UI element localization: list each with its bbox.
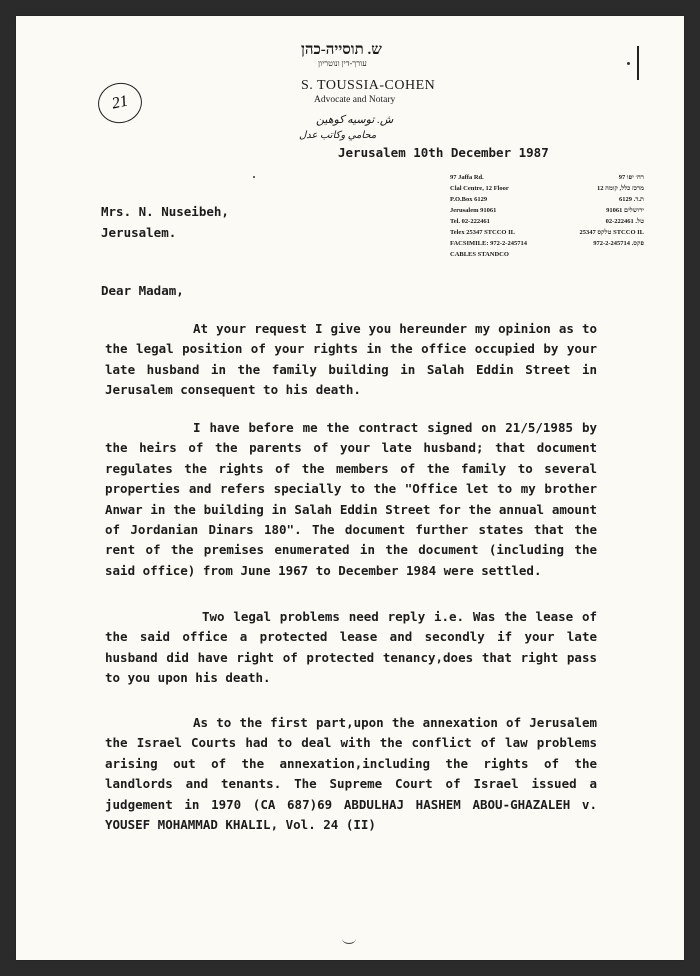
address-line: Tel. 02-222461 <box>450 218 490 225</box>
address-block-english <box>450 172 527 260</box>
address-line: Clal Centre, 12 Floor <box>450 185 509 192</box>
recipient-block <box>101 201 229 243</box>
salutation: Dear Madam, <box>101 283 184 298</box>
address-line: ת.ד. 6129 <box>619 196 644 203</box>
letterhead-english-title: Advocate and Notary <box>314 95 396 105</box>
body-paragraph-2: I have before me the contract signed on 21/5/1985 by the heirs of the parents of your late husband; that document regulates the rights of the members of the family to several properties and refers specially to the "Office let to my brother Anwar in the building in Salah Eddin Street for the annual amount of Jordanian Dinars 180". The document further states that the rent of the premises enumerated in the document (including the said office) from June 1967 to December 1984 were settled. <box>105 420 597 578</box>
body-paragraph-3: Two legal problems need reply i.e. Was the lease of the said office a protected lease and secondly if your late husband did have right of protected tenancy,does that right pass to you upon his death. <box>105 609 597 686</box>
address-line: 97 Jaffa Rd. <box>450 174 484 181</box>
recipient-name: Mrs. N. Nuseibeh, <box>101 204 229 219</box>
margin-dot <box>627 62 630 65</box>
letterhead-hebrew-name: ש. תוסייה-כהן <box>301 42 382 58</box>
recipient-city: Jerusalem. <box>101 225 177 240</box>
address-line: P.O.Box 6129 <box>450 196 488 203</box>
address-line: CABLES STANDCO <box>450 251 509 258</box>
body-paragraph-4: As to the first part,upon the annexation of Jerusalem the Israel Courts had to deal with the conflict of law problems arising out of the annexation,including the rights of the landlords and tenants. The Supreme Court of Israel issued a judgement in 1970 (CA 687)69 ABDULHAJ HASHEM ABOU-GHAZALEH v. YOUSEF MOHAMMAD KHALIL, Vol. 24 (II) <box>105 715 597 833</box>
letterhead-english-name: S. TOUSSIA-COHEN <box>301 78 436 93</box>
circled-annotation <box>94 79 145 127</box>
address-line: רח׳ יפו 97 <box>618 174 644 181</box>
address-line: Jerusalem 91061 <box>450 207 497 214</box>
letterhead-hebrew-title: עורך-דין ונוטריון <box>318 59 367 68</box>
margin-tick-mark <box>637 46 639 80</box>
address-line: FACSIMILE: 972-2-245714 <box>450 240 527 247</box>
address-line: טלקס 25347 STCCO IL <box>579 229 644 236</box>
bottom-ink-mark <box>342 933 356 944</box>
address-line: פקס. 972-2-245714 <box>593 240 644 247</box>
body-paragraph-1: At your request I give you hereunder my opinion as to the legal position of your rights in the office occupied by your late husband in the family building in Salah Eddin Street in Jerusalem consequent to his death. <box>105 321 597 398</box>
letter-page <box>16 16 684 960</box>
letterhead-arabic-name: ش. توسيه كوهين <box>316 114 394 126</box>
annotation-number: 21 <box>110 92 130 113</box>
stray-dot <box>253 176 255 178</box>
address-line: טל. 02-222461 <box>605 218 644 225</box>
address-block-hebrew <box>574 172 644 249</box>
address-line: Telex 25347 STCCO IL <box>450 229 515 236</box>
date-line: Jerusalem 10th December 1987 <box>338 145 549 160</box>
address-line: ירושלים 91061 <box>606 207 644 214</box>
letterhead-arabic-title: محامي وكاتب عدل <box>299 130 377 141</box>
address-line: מרכז כלל, קומה 12 <box>596 185 644 192</box>
